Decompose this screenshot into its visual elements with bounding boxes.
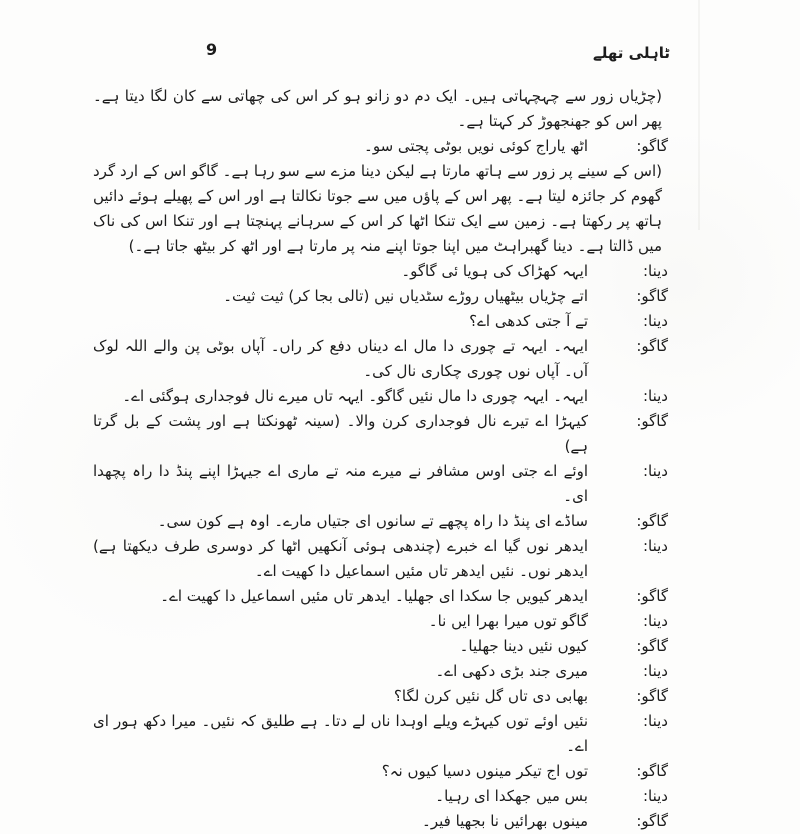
speaker-name: گاگو:: [636, 812, 668, 830]
dialogue-line: [93, 259, 668, 284]
speaker-name: گاگو:: [636, 337, 668, 355]
dialogue-text: اوئے اے جتی اوس مشافر نے میرے منہ تے ماری اے جیہڑا اپنے پنڈ دا راہ پچھدا ای۔: [93, 462, 588, 505]
stage-direction: (اس کے سینے پر زور سے ہاتھ مارتا ہے لیکن دینا مزے سے سو رہا ہے۔ گاگو اس کے ارد گرد گھوم کر جائزہ لیتا ہے۔ پھر اس کے پاؤں میں سے جوتا نکالتا ہے اور اس کے پھیلے ہوئے دائیں ہاتھ پر رکھتا ہے۔ زمین سے ایک تنکا اٹھا کر اس کے سرہانے پہنچتا ہے اور تنکا اس کی ناک میں ڈالتا ہے۔ دینا گھبراہٹ میں اپنا جوتا اپنے منہ پر مارتا ہے اور اٹھ کر بیٹھ جاتا ہے۔): [93, 162, 662, 255]
dialogue-text: اٹھ یاراج کوئی نویں بوٹی پجتی سو۔: [364, 137, 588, 155]
dialogue-line: [93, 309, 668, 334]
speaker-name: گاگو:: [636, 412, 668, 430]
dialogue-line: [93, 609, 668, 634]
dialogue-line: [93, 759, 668, 784]
speaker-name: دینا:: [642, 712, 668, 730]
dialogue-line: [93, 634, 668, 659]
speaker-name: دینا:: [642, 787, 668, 805]
dialogue-line: [93, 534, 668, 584]
dialogue-text: ساڈے ای پنڈ دا راہ پچھے تے سانوں ای جتیاں مارے۔ اوہ ہے کون سی۔: [157, 512, 588, 530]
speaker-name: دینا:: [642, 612, 668, 630]
stage-direction: (چڑیاں زور سے چہچہاتی ہیں۔ ایک دم دو زانو ہو کر اس کی چھاتی سے کان لگا دیتا ہے۔ پھر اس کو جھنجھوڑ کر کہتا ہے۔: [93, 87, 662, 130]
dialogue-line: [93, 584, 668, 609]
dialogue-text: ایہہ کھڑاک کی ہویا ئی گاگو۔: [401, 262, 588, 280]
dialogue-text: ایدھر کیویں جا سکدا ای جھلیا۔ ایدھر تاں مئیں اسماعیل دا کھیت اے۔: [160, 587, 588, 605]
speaker-name: دینا:: [642, 537, 668, 555]
script-body: [93, 84, 668, 834]
dialogue-line: [93, 459, 668, 509]
dialogue-text: بھابی دی تاں گل نئیں کرن لگا؟: [393, 687, 588, 705]
speaker-name: گاگو:: [636, 762, 668, 780]
dialogue-text: ایہہ۔ ایہہ تے چوری دا مال اے دیناں دفع کر راں۔ آپاں بوٹی پن والے اللہ لوک آں۔ آپاں نوں چوری چکاری نال کی۔: [93, 337, 588, 380]
dialogue-line: [93, 784, 668, 809]
dialogue-line: [93, 384, 668, 409]
dialogue-line: [93, 134, 668, 159]
dialogue-line: [93, 334, 668, 384]
dialogue-text: نئیں اوئے توں کیہڑے ویلے اوہدا ناں لے دتا۔ ہے طلیق کہ نئیں۔ میرا دکھ ہور ای اے۔: [93, 712, 588, 755]
dialogue-line: [93, 809, 668, 834]
page-number: 9: [206, 40, 218, 59]
dialogue-text: ایدھر نوں گیا اے خبرے (چندھی ہوئی آنکھیں اٹھا کر دوسری طرف دیکھتا ہے) ایدھر نوں۔ نئیں ایدھر تاں مئیں اسماعیل دا کھیت اے۔: [93, 537, 588, 580]
speaker-name: گاگو:: [636, 137, 668, 155]
speaker-name: گاگو:: [636, 637, 668, 655]
dialogue-text: ایہہ۔ ایہہ چوری دا مال نئیں گاگو۔ ایہہ تاں میرے نال فوجداری ہوگئی اے۔: [122, 387, 588, 405]
dialogue-text: کیوں نئیں دینا جھلیا۔: [459, 637, 588, 655]
dialogue-line: [93, 409, 668, 459]
dialogue-line: [93, 659, 668, 684]
dialogue-text: گاگو توں میرا بھرا ایں نا۔: [428, 612, 588, 630]
speaker-name: گاگو:: [636, 287, 668, 305]
dialogue-text: میری جند بڑی دکھی اے۔: [435, 662, 588, 680]
speaker-name: دینا:: [642, 462, 668, 480]
speaker-name: گاگو:: [636, 687, 668, 705]
dialogue-text: اتے چڑیاں بیٹھیاں روڑے سٹدیاں نیں (تالی بجا کر) ثیت ثیت۔: [223, 287, 588, 305]
dialogue-line: [93, 709, 668, 759]
scan-edge-artifact: [698, 0, 700, 230]
dialogue-text: کیہڑا اے تیرے نال فوجداری کرن والا۔ (سینہ ٹھونکتا ہے اور پشت کے بل گرتا ہے): [93, 412, 588, 455]
speaker-name: دینا:: [642, 387, 668, 405]
dialogue-line: [93, 684, 668, 709]
dialogue-text: بس میں جھکدا ای رہیا۔: [435, 787, 588, 805]
speaker-name: گاگو:: [636, 587, 668, 605]
book-title-header: ٹاہلی تھلے: [592, 44, 670, 62]
dialogue-line: [93, 284, 668, 309]
dialogue-text: تے آ جتی کدھی اے؟: [469, 312, 588, 330]
speaker-name: دینا:: [642, 262, 668, 280]
speaker-name: دینا:: [642, 312, 668, 330]
speaker-name: دینا:: [642, 662, 668, 680]
dialogue-line: [93, 509, 668, 534]
speaker-name: گاگو:: [636, 512, 668, 530]
dialogue-text: مینوں بھرائیں نا بجھیا فیر۔: [422, 812, 588, 830]
dialogue-text: توں اج تیکر مینوں دسیا کیوں نہ؟: [381, 762, 588, 780]
